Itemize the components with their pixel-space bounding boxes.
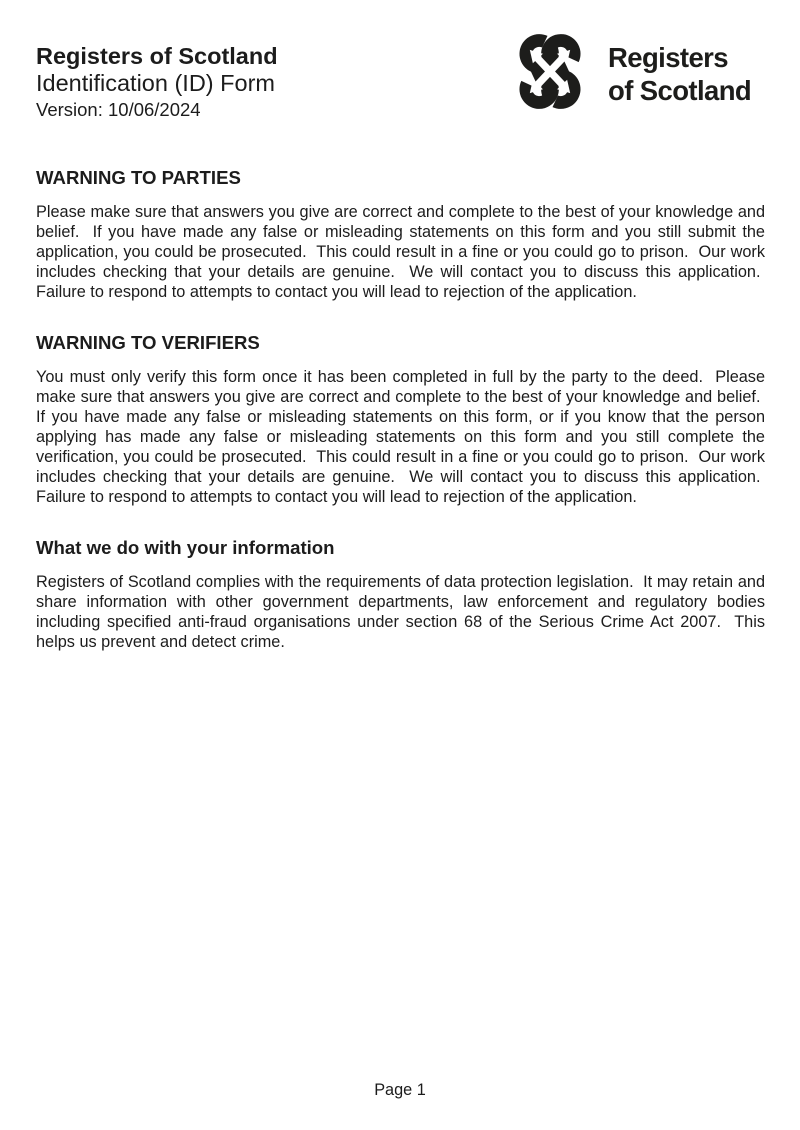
section-heading: What we do with your information	[36, 537, 335, 558]
registers-of-scotland-logo	[518, 33, 751, 110]
form-title: Identification (ID) Form	[36, 70, 275, 96]
version-label: Version: 10/06/2024	[36, 99, 201, 120]
section-heading: WARNING TO VERIFIERS	[36, 332, 260, 353]
page-title: Registers of Scotland	[36, 43, 278, 69]
section-paragraph: Registers of Scotland complies with the requirements of data protection legislation. It may retain and share information with other government departments, law enforcement and regulatory bodies including specified anti-fraud organisations under section 68 of the Serious Crime Act 2007. This helps us prevent and detect crime.	[36, 573, 765, 651]
logo-wordmark-line1: Registers	[608, 42, 728, 73]
logo-wordmark-line2: of Scotland	[608, 75, 752, 106]
document-body	[36, 167, 765, 652]
section-paragraph: Please make sure that answers you give are correct and complete to the best of your knowledge and belief. If you have made any false or misleading statements on this form and you still submit the application, you could be prosecuted. This could result in a fine or you could go to prison. Our work includes checking that your details are genuine. We will contact you to discuss this application. Failure to respond to attempts to contact you will lead to rejection of the application.	[36, 203, 765, 301]
page-number: Page 1	[374, 1081, 426, 1099]
logo-wordmark	[608, 41, 751, 107]
section-paragraph: You must only verify this form once it has been completed in full by the party to the deed. Please make sure that answers you give are correct and complete to the best of your knowledge and belief. If you have made any false or misleading statements on this form, or if you know that the person applying has made any false or misleading statements on this form and you still complete the verification, you could be prosecuted. This could result in a fine or you could go to prison. Our work includes checking that your details are genuine. We will contact you to discuss this application. Failure to respond to attempts to contact you will lead to rejection of the application.	[36, 368, 765, 506]
section-warning-to-verifiers	[36, 332, 765, 507]
section-what-we-do-with-your-information	[36, 537, 765, 652]
registers-of-scotland-logo-icon	[518, 33, 582, 110]
section-warning-to-parties	[36, 167, 765, 302]
section-heading: WARNING TO PARTIES	[36, 167, 241, 188]
